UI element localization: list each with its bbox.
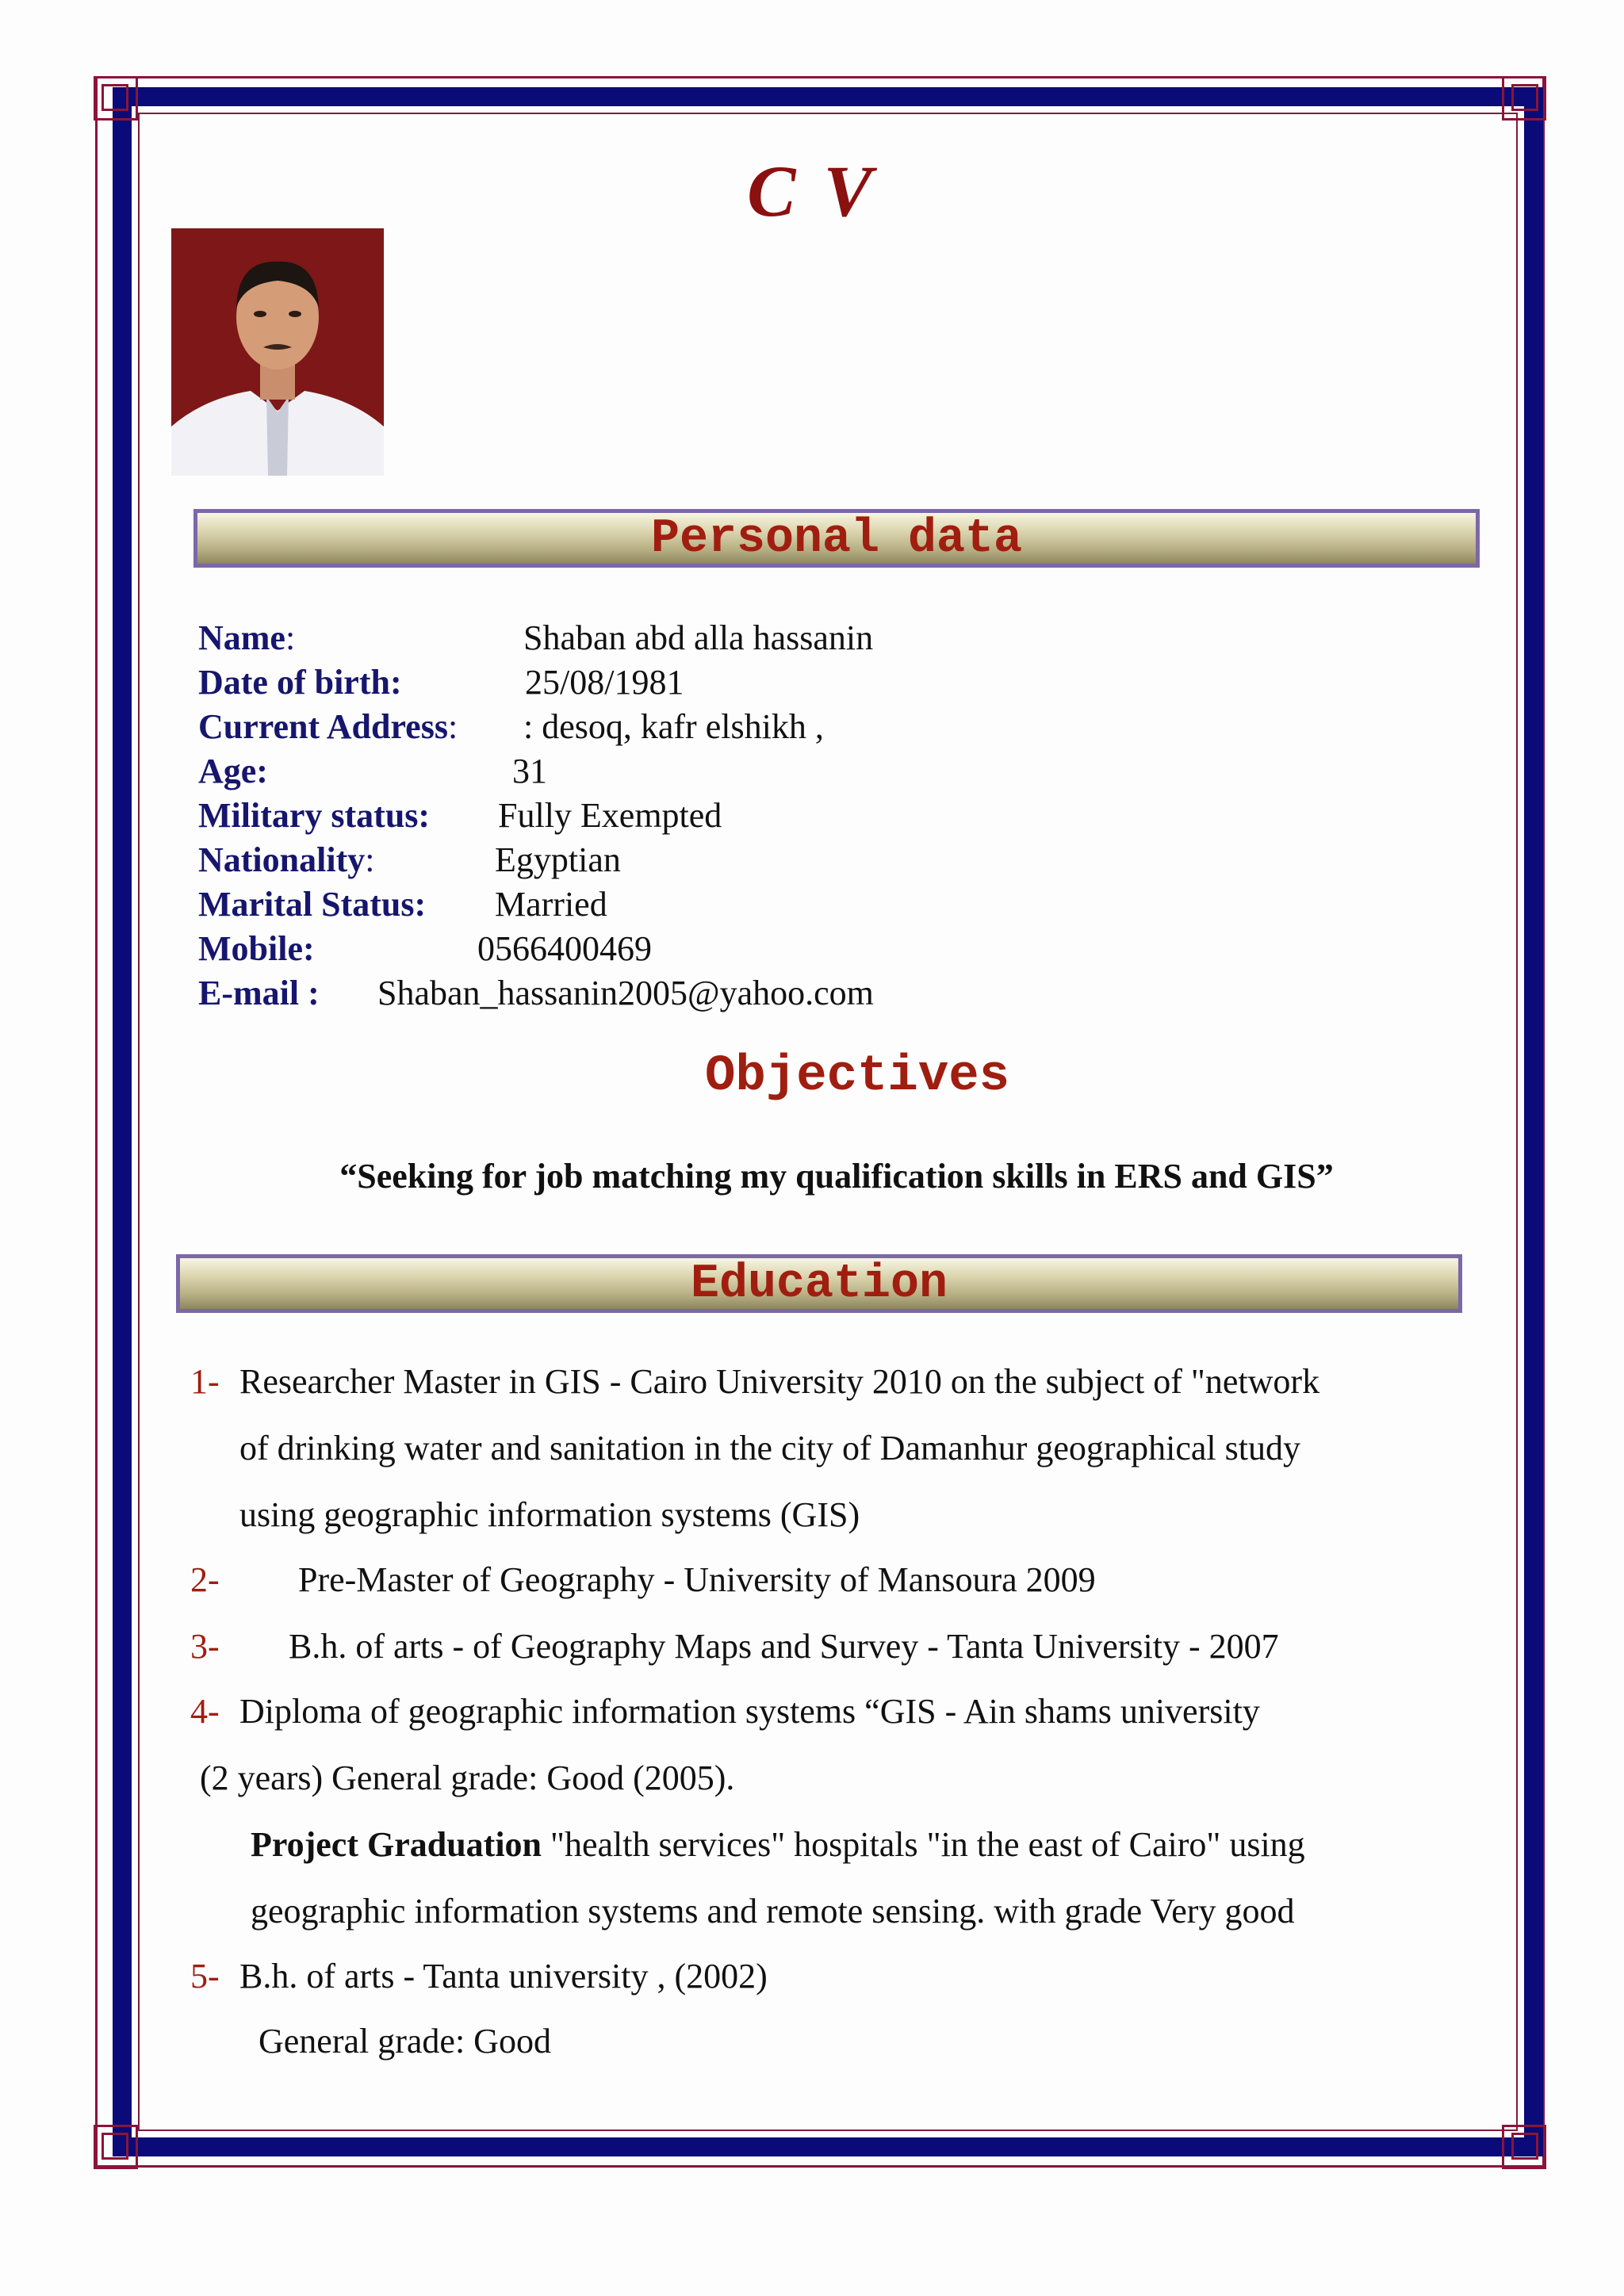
field-label: Marital Status: (198, 885, 427, 924)
education-item-5-grade: General grade: Good (259, 2022, 551, 2061)
field-label: E-mail : (198, 974, 320, 1012)
field-sep: : (447, 707, 458, 746)
field-label: Age: (198, 752, 268, 790)
field-sep: : (285, 618, 296, 657)
field-value: Married (495, 885, 607, 924)
objective-statement: “Seeking for job matching my qualification skills in ERS and GIS” (339, 1157, 1334, 1196)
field-label: Name (198, 618, 285, 657)
field-value: Egyptian (495, 840, 621, 879)
field-value: 25/08/1981 (525, 663, 684, 702)
field-label: Nationality (198, 840, 366, 879)
field-label: Mobile: (198, 929, 315, 968)
field-military (198, 796, 430, 836)
field-email (198, 974, 320, 1013)
field-value: 0566400469 (477, 929, 652, 968)
education-item-1-line: of drinking water and sanitation in the city of Damanhur geographical study (239, 1429, 1300, 1468)
frame-corner-ornament (1511, 84, 1538, 111)
document-title: C V (747, 151, 877, 232)
field-name (198, 618, 295, 658)
education-item-4-line: (2 years) General grade: Good (2005). (200, 1758, 735, 1797)
field-value: Fully Exempted (498, 796, 722, 835)
frame-corner-ornament (1511, 2133, 1538, 2160)
field-dob (198, 663, 402, 702)
section-header-personal (193, 509, 1480, 568)
education-item-1-line: Researcher Master in GIS - Cairo University 2010 on the subject of "network (239, 1362, 1320, 1401)
field-value: 31 (512, 752, 547, 790)
field-nationality (198, 840, 374, 880)
profile-photo (171, 228, 384, 476)
education-item-3: B.h. of arts - of Geography Maps and Survey - Tanta University - 2007 (289, 1627, 1279, 1666)
field-age (198, 752, 268, 791)
field-sep: : (365, 840, 375, 879)
list-number: 1- (190, 1362, 220, 1401)
education-item-2: Pre-Master of Geography - University of Mansoura 2009 (298, 1560, 1096, 1599)
field-value: : desoq, kafr elshikh , (523, 707, 824, 746)
frame-corner-ornament (102, 2133, 128, 2160)
field-label: Current Address (198, 707, 448, 746)
education-item-5: B.h. of arts - Tanta university , (2002) (239, 1957, 768, 1996)
list-number: 4- (190, 1692, 220, 1731)
education-item-1-line: using geographic information systems (GIS) (239, 1495, 860, 1534)
section-title: Personal data (650, 512, 1023, 566)
list-number: 5- (190, 1957, 220, 1996)
field-mobile (198, 929, 315, 969)
education-item-4-line: Diploma of geographic information systems “GIS - Ain shams university (239, 1692, 1260, 1731)
field-marital (198, 885, 426, 924)
section-title: Education (690, 1257, 948, 1311)
field-label: Date of birth: (198, 663, 402, 702)
objectives-heading: Objectives (704, 1048, 1010, 1105)
project-graduation-label: Project Graduation (251, 1825, 542, 1864)
field-label: Military status: (198, 796, 431, 835)
list-number: 2- (190, 1560, 220, 1599)
project-graduation-line: geographic information systems and remote sensing. with grade Very good (251, 1892, 1295, 1931)
list-number: 3- (190, 1627, 220, 1666)
frame-corner-ornament (102, 84, 128, 111)
field-value: Shaban abd alla hassanin (523, 618, 874, 657)
field-address (198, 707, 458, 747)
field-value: Shaban_hassanin2005@yahoo.com (377, 974, 874, 1012)
section-header-education (176, 1254, 1462, 1313)
project-graduation-text: "health services" hospitals "in the east of Cairo" using (542, 1825, 1305, 1864)
project-graduation-line (251, 1825, 1305, 1865)
